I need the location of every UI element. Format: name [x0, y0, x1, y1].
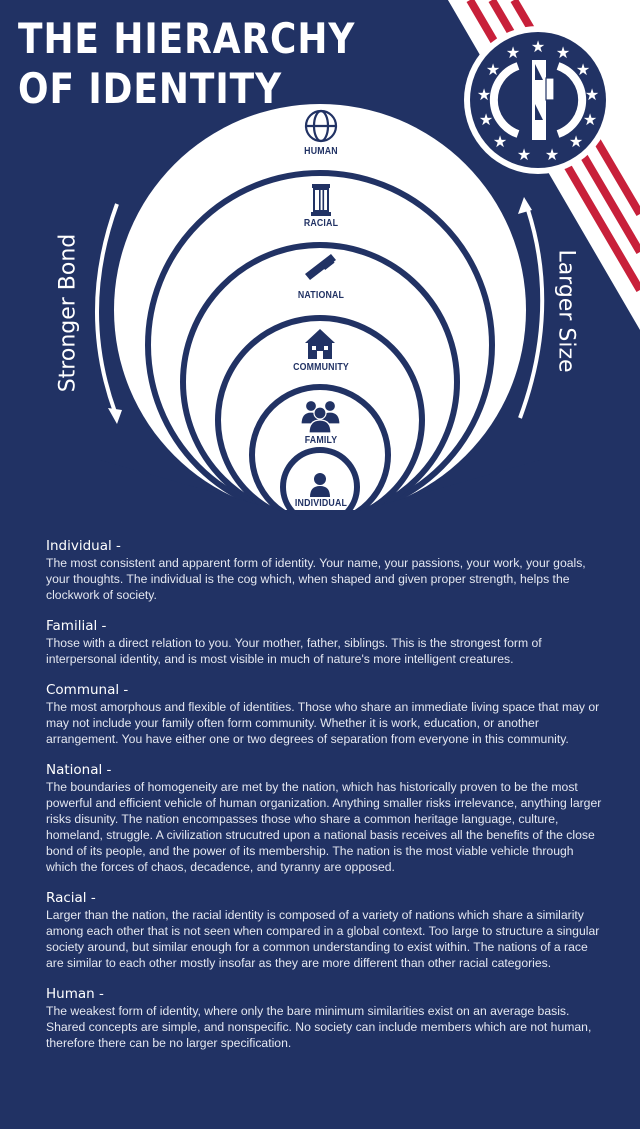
section-human	[46, 985, 606, 1051]
descriptions	[46, 537, 606, 1065]
title-line-2: OF IDENTITY	[18, 64, 283, 113]
stronger-bond-label: Stronger Bond	[55, 233, 81, 393]
section-familial	[46, 617, 606, 667]
ring-label-individual: INDIVIDUAL	[294, 498, 348, 509]
section-heading: National -	[46, 762, 112, 778]
section-heading: Communal -	[46, 682, 129, 698]
emblem-icon	[464, 26, 612, 174]
svg-text:★: ★	[575, 62, 591, 79]
svg-text:★: ★	[555, 45, 571, 62]
section-body: The weakest form of identity, where only the bare minimum similarities exist on an average basis. Shared concepts are simple, and nonspecific. No society can include members which are not human, therefore there can be no larger specification.	[46, 1004, 592, 1050]
section-body: Larger than the nation, the racial identity is composed of a variety of nations which share a similarity among each other that is not seen when compared in a global context. Too large to structure a singular society around, but similar enough for a common understanding to exist within. The nations of a race are similar to each other mostly insofar as they are more different than other racial categories.	[46, 908, 600, 970]
ring-label-racial: RACIAL	[303, 218, 339, 229]
section-heading: Racial -	[46, 890, 96, 906]
svg-text:★: ★	[544, 147, 560, 164]
section-communal	[46, 681, 606, 747]
section-national	[46, 761, 606, 875]
svg-text:★: ★	[582, 112, 598, 129]
svg-text:★: ★	[568, 134, 584, 151]
ring-label-community: COMMUNITY	[293, 362, 349, 373]
svg-text:★: ★	[476, 87, 492, 104]
svg-text:★: ★	[485, 62, 501, 79]
page-title	[18, 14, 355, 114]
section-heading: Human -	[46, 986, 104, 1002]
section-body: The most consistent and apparent form of identity. Your name, your passions, your work, your goals, your thoughts. The individual is the cog which, when shaped and given proper strength, helps the clockwork of society.	[46, 556, 586, 602]
svg-text:★: ★	[492, 134, 508, 151]
identity-rings	[114, 104, 526, 524]
svg-text:★: ★	[584, 87, 600, 104]
ring-label-family: FAMILY	[304, 435, 338, 446]
ring-label-human: HUMAN	[304, 146, 338, 157]
section-body: Those with a direct relation to you. Your mother, father, siblings. This is the strongest form of interpersonal identity, and is most visible in much of nature's more intelligent creatures.	[46, 636, 542, 666]
svg-text:★: ★	[516, 147, 532, 164]
ring-label-national: NATIONAL	[297, 290, 345, 301]
section-racial	[46, 889, 606, 971]
section-heading: Familial -	[46, 618, 107, 634]
section-heading: Individual -	[46, 538, 121, 554]
section-individual	[46, 537, 606, 603]
svg-text:★: ★	[478, 112, 494, 129]
section-body: The boundaries of homogeneity are met by the nation, which has historically proven to be the most powerful and efficient vehicle of human organization. Anything smaller risks irrelevance, anything larger risks disunity. The nation encompasses those who share a common heritage language, culture, homeland, struggle. A civilization strucutred upon a national basis receives all the benefits of the close bond of its people, and the power of its membership. The nation is the most viable vehicle through which the forces of chaos, decadence, and tyranny are opposed.	[46, 780, 602, 874]
title-line-1: THE HIERARCHY	[18, 14, 356, 63]
larger-size-label: Larger Size	[553, 249, 579, 373]
section-body: The most amorphous and flexible of identities. Those who share an immediate living space that may or may not include your family often form community. Whether it is work, education, or another arrangement. You have either one or two degrees of separation from everyone in this community.	[46, 700, 600, 746]
svg-text:★: ★	[505, 45, 521, 62]
svg-text:★: ★	[530, 39, 546, 56]
